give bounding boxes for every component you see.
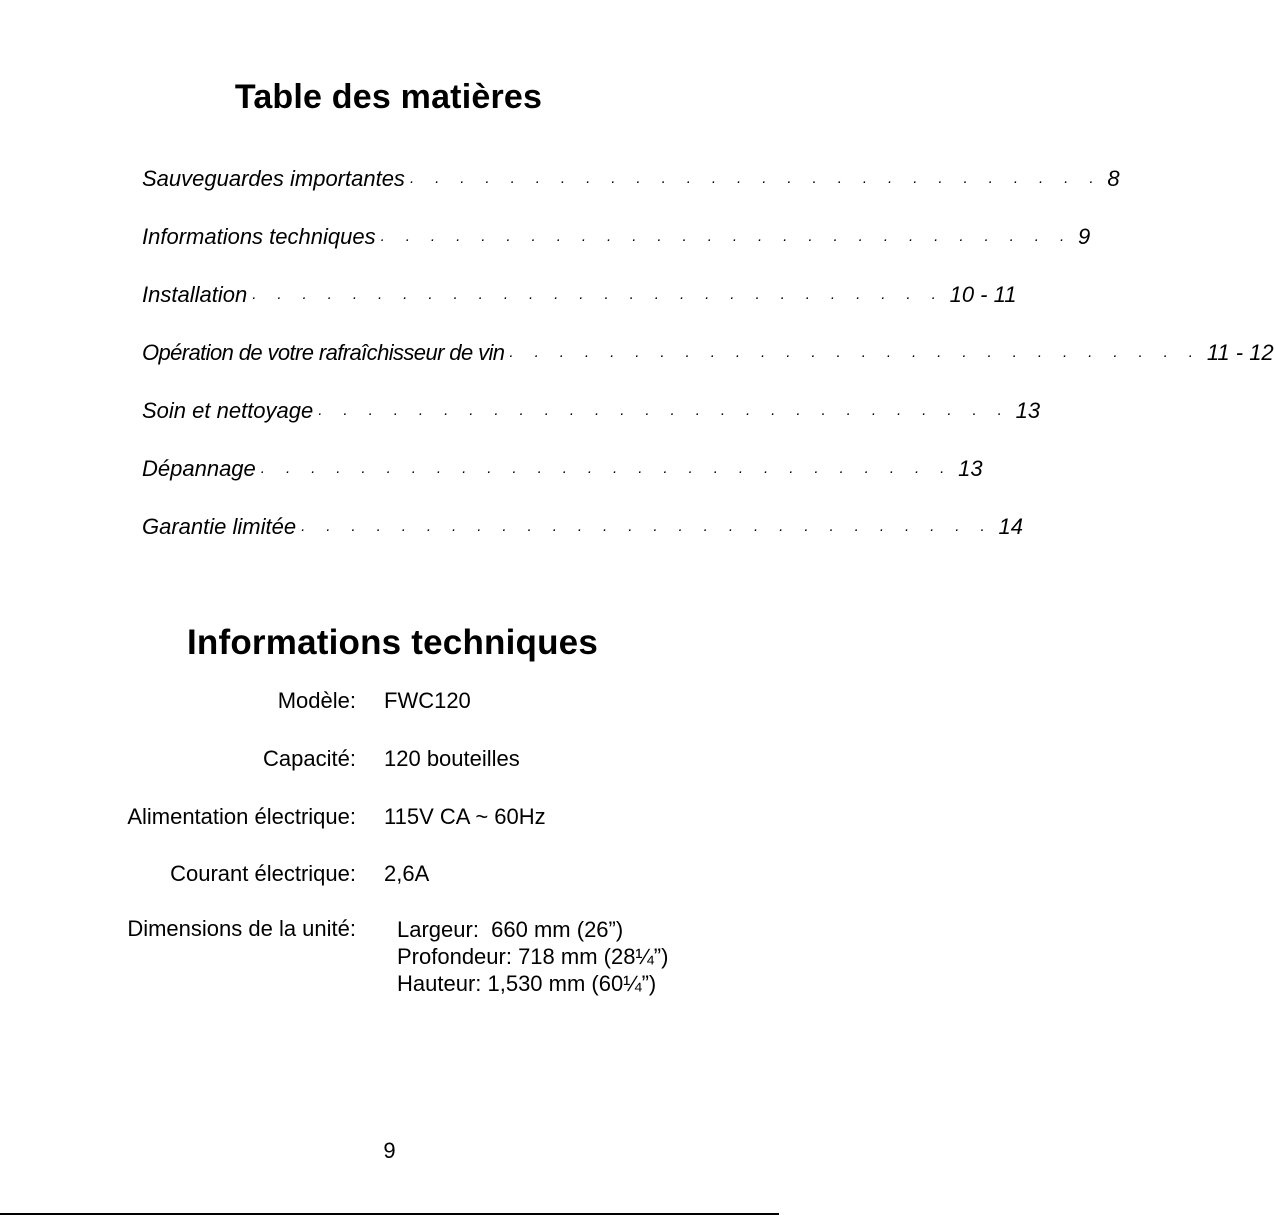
toc-entry-label: Informations techniques — [142, 224, 376, 249]
toc-entry-page: 13 — [1015, 398, 1041, 423]
toc-title: Table des matières — [234, 78, 543, 116]
toc-leader-dots: · · · · · · · · · · · · · · · · · · · · · · · · · · · · — [408, 173, 1102, 190]
spec-row — [0, 804, 779, 834]
toc-entry — [142, 166, 1120, 224]
toc-entry-label: Dépannage — [142, 456, 256, 481]
toc-entry-label: Opération de votre rafraîchisseur de vin — [142, 340, 505, 365]
toc-entry-page: 10 - 11 — [949, 282, 1017, 307]
spec-label: Courant électrique: — [170, 861, 356, 886]
toc-entry-page: 9 — [1077, 224, 1091, 249]
toc-entry — [142, 282, 1017, 340]
toc-entry — [142, 398, 1041, 456]
toc-leader-dots: · · · · · · · · · · · · · · · · · · · · · · · · · · · · — [317, 405, 1010, 422]
toc-entry-page: 14 — [998, 514, 1023, 539]
spec-value: 2,6A — [384, 861, 430, 886]
toc-entry — [142, 514, 1023, 572]
dimension-depth: Profondeur: 718 mm (28¼”) — [397, 944, 669, 969]
toc-entry-page: 11 - 12 — [1206, 340, 1274, 365]
toc-leader-dots: · · · · · · · · · · · · · · · · · · · · · · · · · · · · — [251, 289, 944, 306]
toc-leader-dots: · · · · · · · · · · · · · · · · · · · · · · · · · · · · — [508, 347, 1201, 364]
toc-entry-page: 13 — [958, 456, 983, 481]
spec-label: Dimensions de la unité: — [127, 916, 356, 941]
spec-row — [0, 861, 779, 891]
spec-row — [0, 746, 779, 776]
toc-leader-dots: · · · · · · · · · · · · · · · · · · · · · · · · · · · · — [379, 231, 1072, 248]
dimension-width: Largeur: 660 mm (26”) — [397, 917, 624, 942]
toc-entry-label: Soin et nettoyage — [142, 398, 314, 423]
spec-label: Capacité: — [263, 746, 356, 771]
spec-value: 115V CA ~ 60Hz — [384, 804, 546, 829]
spec-label: Alimentation électrique: — [127, 804, 356, 829]
spec-value: 120 bouteilles — [384, 746, 520, 771]
toc-leader-dots: · · · · · · · · · · · · · · · · · · · · · · · · · · · · — [300, 521, 993, 538]
toc-leader-dots: · · · · · · · · · · · · · · · · · · · · · · · · · · · · — [259, 463, 953, 480]
spec-row-dimensions — [0, 916, 779, 996]
spec-value: FWC120 — [384, 688, 471, 713]
toc-entry-page: 8 — [1107, 166, 1120, 191]
toc-entry — [142, 224, 1091, 282]
toc-entry-label: Garantie limitée — [142, 514, 297, 539]
dimension-values — [397, 916, 668, 997]
page-number: 9 — [383, 1138, 396, 1163]
toc-entry — [142, 340, 1274, 398]
specs-title: Informations techniques — [186, 623, 599, 662]
spec-label: Modèle: — [277, 688, 356, 713]
spec-row — [0, 688, 779, 718]
table-of-contents — [142, 166, 1274, 572]
dimension-height: Hauteur: 1,530 mm (60¼”) — [397, 971, 657, 996]
toc-entry-label: Installation — [142, 282, 248, 307]
toc-entry — [142, 456, 983, 514]
toc-entry-label: Sauveguardes importantes — [142, 166, 405, 191]
